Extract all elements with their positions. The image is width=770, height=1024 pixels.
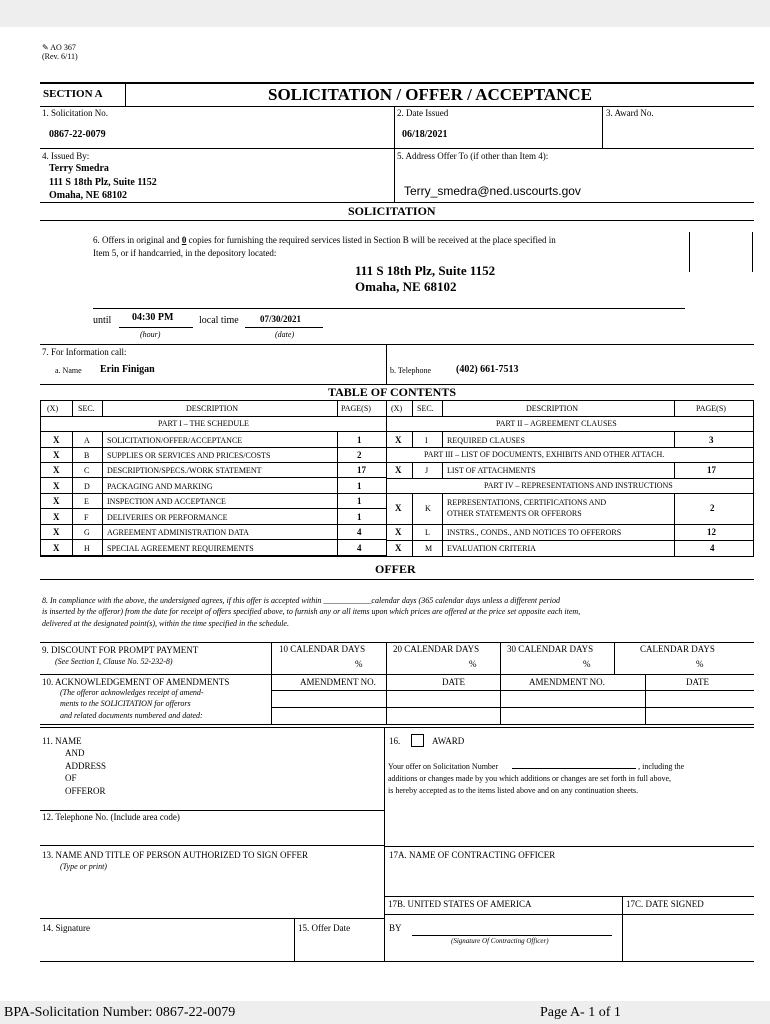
receipt-time[interactable]: 04:30 PM bbox=[132, 312, 174, 323]
item-8-line-2: is inserted by the offeror) from the date for receipt of offers specified above, to furnish any or all items upon which prices are offered at the price set opposite each item, bbox=[42, 607, 581, 616]
toc-divider bbox=[72, 431, 73, 556]
toc-right-pages-1[interactable]: 17 bbox=[707, 465, 716, 475]
field-11-label-2: AND bbox=[65, 748, 85, 758]
toc-left-sec-0: A bbox=[84, 436, 90, 445]
toc-left-sec-2: C bbox=[84, 466, 90, 475]
receipt-date[interactable]: 07/30/2021 bbox=[260, 314, 302, 324]
field-11-label-5: OFFEROR bbox=[65, 786, 106, 796]
discount-other-pct[interactable]: % bbox=[696, 659, 704, 669]
local-time-label: local time bbox=[199, 315, 239, 326]
toc-right-pages-2[interactable]: 2 bbox=[710, 503, 715, 513]
discount-10-days: 10 CALENDAR DAYS bbox=[279, 644, 366, 654]
field-13-sub: (Type or print) bbox=[60, 862, 107, 871]
form-revision: (Rev. 6/11) bbox=[42, 52, 78, 61]
toc-left-pages-5[interactable]: 1 bbox=[357, 512, 362, 522]
amendment-date-header-1: DATE bbox=[442, 677, 465, 687]
toc-right-desc-1: LIST OF ATTACHMENTS bbox=[447, 466, 536, 475]
discount-10-pct[interactable]: % bbox=[355, 659, 363, 669]
field-17a-label: 17A. NAME OF CONTRACTING OFFICER bbox=[389, 850, 556, 860]
issuer-address-2[interactable]: Omaha, NE 68102 bbox=[49, 190, 128, 201]
toc-rule bbox=[40, 431, 754, 432]
toc-left-desc-7: SPECIAL AGREEMENT REQUIREMENTS bbox=[107, 544, 254, 553]
issuer-name[interactable]: Terry Smedra bbox=[49, 163, 109, 174]
toc-rule bbox=[40, 416, 754, 417]
toc-left-x-7[interactable]: X bbox=[53, 543, 60, 553]
field-3-label: 3. Award No. bbox=[606, 108, 654, 118]
toc-right-sec-3: L bbox=[425, 528, 430, 537]
toc-divider bbox=[442, 462, 443, 478]
field-2-label: 2. Date Issued bbox=[397, 108, 449, 118]
field-7a-label: a. Name bbox=[55, 366, 82, 375]
award-text-1: Your offer on Solicitation Number , including the bbox=[388, 762, 685, 771]
toc-left-pages-4[interactable]: 1 bbox=[357, 496, 362, 506]
toc-left-pages-0[interactable]: 1 bbox=[357, 435, 362, 445]
footer-page-number: Page A- 1 of 1 bbox=[540, 1005, 621, 1020]
toc-rule bbox=[40, 508, 386, 509]
amendment-no-header-1: AMENDMENT NO. bbox=[300, 677, 376, 687]
toc-left-desc-3: PACKAGING AND MARKING bbox=[107, 482, 213, 491]
contact-telephone[interactable]: (402) 661-7513 bbox=[456, 364, 519, 375]
toc-right-desc-2b: OTHER STATEMENTS OR OFFERORS bbox=[447, 509, 582, 518]
toc-rule bbox=[386, 447, 754, 448]
toc-divider bbox=[674, 400, 675, 416]
toc-left-pages-3[interactable]: 1 bbox=[357, 481, 362, 491]
field-12-label: 12. Telephone No. (Include area code) bbox=[42, 812, 180, 822]
toc-divider bbox=[102, 400, 103, 416]
solicitation-heading: SOLICITATION bbox=[348, 204, 436, 218]
toc-rule bbox=[40, 539, 386, 540]
toc-rule bbox=[40, 493, 386, 494]
field-10-label: 10. ACKNOWLEDGEMENT OF AMENDMENTS bbox=[42, 677, 230, 687]
offer-heading: OFFER bbox=[375, 562, 416, 576]
toc-rule bbox=[40, 447, 386, 448]
date-issued[interactable]: 06/18/2021 bbox=[402, 129, 448, 140]
toc-divider bbox=[102, 431, 103, 556]
toc-left-pages-1[interactable]: 2 bbox=[357, 450, 362, 460]
copies-count[interactable]: 0 bbox=[181, 235, 187, 245]
field-14-label: 14. Signature bbox=[42, 923, 90, 933]
toc-left-x-3[interactable]: X bbox=[53, 481, 60, 491]
toc-divider bbox=[412, 493, 413, 556]
discount-calendar-days: CALENDAR DAYS bbox=[640, 644, 715, 654]
toc-divider bbox=[412, 462, 413, 478]
field-9-sub: (See Section I, Clause No. 52-232-8) bbox=[55, 657, 173, 666]
field-10-sub-3: and related documents numbered and dated: bbox=[60, 711, 203, 720]
field-5-label: 5. Address Offer To (if other than Item 4): bbox=[397, 151, 549, 161]
amendment-date-header-2: DATE bbox=[686, 677, 709, 687]
toc-left-sec-6: G bbox=[84, 528, 90, 537]
toc-left-desc-6: AGREEMENT ADMINISTRATION DATA bbox=[107, 528, 249, 537]
toc-left-desc-5: DELIVERIES OR PERFORMANCE bbox=[107, 513, 228, 522]
field-16-label: 16. bbox=[389, 736, 401, 746]
amendment-no-header-2: AMENDMENT NO. bbox=[529, 677, 605, 687]
toc-right-x-1[interactable]: X bbox=[395, 465, 402, 475]
depository-address-1: 111 S 18th Plz, Suite 1152 bbox=[355, 263, 496, 278]
toc-left-pages-7[interactable]: 4 bbox=[357, 543, 362, 553]
discount-30-pct[interactable]: % bbox=[583, 659, 591, 669]
viewer-top-bar bbox=[0, 0, 770, 27]
field-17b-label: 17B. UNITED STATES OF AMERICA bbox=[388, 899, 532, 909]
toc-right-x-2[interactable]: X bbox=[395, 503, 402, 513]
toc-right-sec-2: K bbox=[425, 504, 431, 513]
award-text-2: additions or changes made by you which additions or changes are set forth in full above, bbox=[388, 774, 672, 783]
toc-header-desc-right: DESCRIPTION bbox=[526, 404, 579, 413]
item-6-text: 6. Offers in original and 0 copies for furnishing the required services listed in Section B will be received at the place specified in bbox=[93, 235, 556, 245]
until-label: until bbox=[93, 315, 112, 326]
toc-divider bbox=[753, 400, 754, 556]
field-7b-label: b. Telephone bbox=[390, 366, 432, 375]
toc-divider bbox=[337, 431, 338, 556]
toc-left-sec-5: F bbox=[84, 513, 89, 522]
field-11-label-1: 11. NAME bbox=[42, 736, 82, 746]
toc-header-sec-right: SEC. bbox=[417, 404, 434, 413]
discount-30-days: 30 CALENDAR DAYS bbox=[507, 644, 594, 654]
toc-header-x-right: (X) bbox=[391, 404, 403, 413]
toc-right-pages-0[interactable]: 3 bbox=[709, 435, 714, 445]
toc-divider bbox=[40, 400, 41, 556]
toc-left-desc-0: SOLICITATION/OFFER/ACCEPTANCE bbox=[107, 436, 243, 445]
toc-divider bbox=[442, 493, 443, 556]
field-9-label: 9. DISCOUNT FOR PROMPT PAYMENT bbox=[42, 645, 199, 655]
field-10-sub-2: ments to the SOLICITATION for offerors bbox=[60, 699, 191, 708]
toc-left-x-5[interactable]: X bbox=[53, 512, 60, 522]
toc-left-x-6[interactable]: X bbox=[53, 527, 60, 537]
toc-left-desc-1: SUPPLIES OR SERVICES AND PRICES/COSTS bbox=[107, 451, 271, 460]
toc-divider bbox=[442, 431, 443, 447]
toc-left-desc-4: INSPECTION AND ACCEPTANCE bbox=[107, 497, 226, 506]
toc-rule bbox=[386, 478, 754, 479]
toc-right-x-3[interactable]: X bbox=[395, 527, 402, 537]
toc-left-desc-2: DESCRIPTION/SPECS./WORK STATEMENT bbox=[107, 466, 262, 475]
toc-right-sec-0: I bbox=[425, 436, 428, 445]
toc-divider bbox=[72, 400, 73, 416]
award-text-3: is hereby accepted as to the items listed above and on any continuation sheets. bbox=[388, 786, 639, 795]
field-17c-label: 17C. DATE SIGNED bbox=[626, 899, 704, 909]
contact-name[interactable]: Erin Finigan bbox=[100, 364, 155, 375]
form-id: ✎ AO 367 bbox=[42, 43, 76, 52]
footer-solicitation-number: BPA-Solicitation Number: 0867-22-0079 bbox=[4, 1005, 236, 1020]
signature-caption: (Signature Of Contracting Officer) bbox=[451, 937, 549, 945]
toc-divider bbox=[412, 431, 413, 447]
toc-left-pages-2[interactable]: 17 bbox=[357, 465, 366, 475]
depository-address-2: Omaha, NE 68102 bbox=[355, 279, 457, 294]
field-1-label: 1. Solicitation No. bbox=[42, 108, 108, 118]
discount-20-pct[interactable]: % bbox=[469, 659, 477, 669]
date-caption: (date) bbox=[275, 330, 295, 339]
field-4-label: 4. Issued By: bbox=[42, 151, 90, 161]
award-checkbox[interactable] bbox=[411, 734, 424, 747]
toc-heading: TABLE OF CONTENTS bbox=[328, 385, 457, 399]
item-6-text-2: Item 5, or if handcarried, in the depository located: bbox=[93, 248, 277, 258]
toc-divider bbox=[412, 400, 413, 416]
toc-right-x-0[interactable]: X bbox=[395, 435, 402, 445]
toc-divider bbox=[674, 431, 675, 447]
toc-right-pages-3[interactable]: 12 bbox=[707, 527, 716, 537]
toc-header-sec-left: SEC. bbox=[78, 404, 95, 413]
toc-rule bbox=[40, 524, 386, 525]
toc-header-pages-right: PAGE(S) bbox=[696, 404, 726, 413]
toc-left-x-4[interactable]: X bbox=[53, 496, 60, 506]
form-title: SOLICITATION / OFFER / ACCEPTANCE bbox=[268, 85, 592, 104]
by-label: BY bbox=[389, 923, 402, 933]
toc-left-x-1[interactable]: X bbox=[53, 450, 60, 460]
toc-rule bbox=[40, 462, 386, 463]
field-15-label: 15. Offer Date bbox=[298, 923, 351, 933]
toc-header-pages-left: PAGE(S) bbox=[341, 404, 371, 413]
award-label: AWARD bbox=[432, 736, 465, 746]
toc-part-2: PART II – AGREEMENT CLAUSES bbox=[496, 419, 617, 428]
toc-part-3: PART III – LIST OF DOCUMENTS, EXHIBITS AND OTHER ATTACH. bbox=[424, 450, 665, 459]
toc-rule bbox=[40, 477, 386, 478]
field-7-label: 7. For Information call: bbox=[42, 347, 127, 357]
toc-divider bbox=[337, 400, 338, 416]
toc-divider bbox=[674, 493, 675, 556]
toc-left-x-2[interactable]: X bbox=[53, 465, 60, 475]
hour-caption: (hour) bbox=[140, 330, 161, 339]
toc-left-sec-4: E bbox=[84, 497, 89, 506]
toc-left-pages-6[interactable]: 4 bbox=[357, 527, 362, 537]
toc-right-x-4[interactable]: X bbox=[395, 543, 402, 553]
issuer-address-1[interactable]: 111 S 18th Plz, Suite 1152 bbox=[49, 177, 157, 188]
toc-right-desc-4: EVALUATION CRITERIA bbox=[447, 544, 536, 553]
discount-20-days: 20 CALENDAR DAYS bbox=[393, 644, 480, 654]
toc-right-desc-2a: REPRESENTATIONS, CERTIFICATIONS AND bbox=[447, 498, 607, 507]
toc-left-sec-1: B bbox=[84, 451, 90, 460]
offer-address-email[interactable]: Terry_smedra@ned.uscourts.gov bbox=[404, 184, 581, 198]
toc-left-sec-3: D bbox=[84, 482, 90, 491]
toc-left-x-0[interactable]: X bbox=[53, 435, 60, 445]
field-13-label: 13. NAME AND TITLE OF PERSON AUTHORIZED TO SIGN OFFER bbox=[42, 850, 309, 860]
solicitation-number[interactable]: 0867-22-0079 bbox=[49, 129, 106, 140]
toc-right-desc-0: REQUIRED CLAUSES bbox=[447, 436, 526, 445]
toc-header-desc-left: DESCRIPTION bbox=[186, 404, 239, 413]
item-8-line-1: 8. In compliance with the above, the undersigned agrees, if this offer is accepted within ____________calendar days (365 calendar days unless a different period bbox=[42, 596, 560, 605]
toc-divider bbox=[442, 400, 443, 416]
toc-part-4: PART IV – REPRESENTATIONS AND INSTRUCTIONS bbox=[484, 481, 673, 490]
toc-divider bbox=[674, 462, 675, 478]
toc-part-1: PART I – THE SCHEDULE bbox=[158, 419, 249, 428]
item-8-line-3: delivered at the designated point(s), within the time specified in the schedule. bbox=[42, 619, 289, 628]
toc-left-sec-7: H bbox=[84, 544, 90, 553]
field-11-label-4: OF bbox=[65, 773, 77, 783]
pen-icon: ✎ bbox=[42, 43, 49, 52]
field-11-label-3: ADDRESS bbox=[65, 761, 107, 771]
toc-right-sec-1: J bbox=[425, 466, 429, 475]
toc-divider bbox=[386, 400, 387, 556]
toc-right-sec-4: M bbox=[425, 544, 433, 553]
toc-right-pages-4[interactable]: 4 bbox=[710, 543, 715, 553]
toc-header-x-left: (X) bbox=[47, 404, 59, 413]
toc-right-desc-3: INSTRS., CONDS., AND NOTICES TO OFFERORS bbox=[447, 528, 622, 537]
section-label: SECTION A bbox=[43, 88, 103, 100]
field-10-sub-1: (The offeror acknowledges receipt of amend- bbox=[60, 688, 204, 697]
